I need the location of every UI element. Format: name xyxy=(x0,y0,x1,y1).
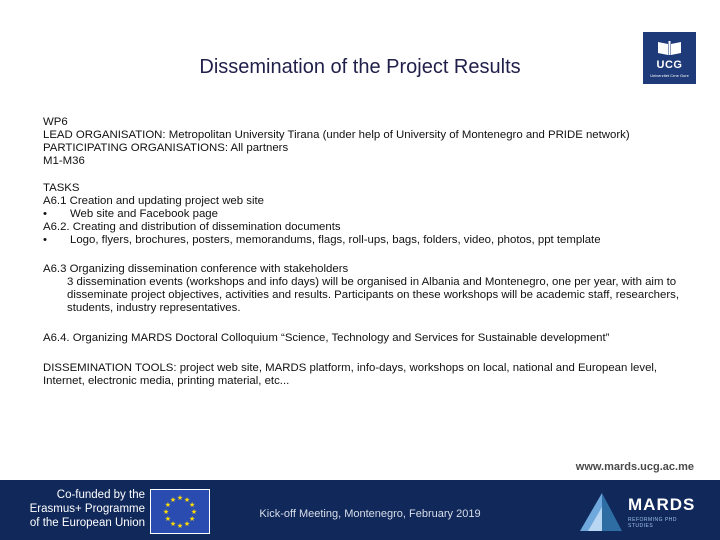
eu-star: ★ xyxy=(164,502,172,509)
ucg-logo xyxy=(643,32,696,84)
ucg-subtitle: Univerzitet Crne Gore xyxy=(650,73,689,78)
mards-triangle-icon xyxy=(578,489,624,533)
task-a62-bullet-text: Logo, flyers, brochures, posters, memorandums, flags, roll-ups, bags, folders, video, photos, ppt template xyxy=(70,234,601,246)
eu-line-1: Co-funded by the xyxy=(56,489,145,501)
tasks-heading: TASKS xyxy=(43,182,80,194)
lead-organisation: LEAD ORGANISATION: Metropolitan University Tirana (under help of University of Montenegro and PRIDE network) xyxy=(43,129,630,141)
eu-star: ★ xyxy=(183,521,191,529)
eu-line-2: Erasmus+ Programme xyxy=(29,503,145,515)
eu-star: ★ xyxy=(169,496,177,504)
mards-tagline: REFORMING PHD STUDIES xyxy=(628,517,677,529)
task-a64: A6.4. Organizing MARDS Doctoral Colloquium “Science, Technology and Services for Sustainable development” xyxy=(43,332,610,344)
eu-star: ★ xyxy=(190,509,198,516)
slide-body xyxy=(43,116,683,388)
eu-line-3: of the European Union xyxy=(29,517,145,529)
website-url[interactable]: www.mards.ucg.ac.me xyxy=(575,461,694,473)
dissemination-tools: DISSEMINATION TOOLS: project web site, MARDS platform, info-days, workshops on local, national and European level, Internet, electronic media, printing material, etc... xyxy=(43,362,658,387)
eu-star: ★ xyxy=(188,502,196,509)
eu-flag-icon xyxy=(150,489,210,534)
task-a61-bullet xyxy=(43,208,683,221)
months-range: M1-M36 xyxy=(43,155,85,167)
ucg-abbr: UCG xyxy=(656,59,683,71)
eu-star: ★ xyxy=(176,523,184,530)
slide-title: Dissemination of the Project Results xyxy=(199,56,521,78)
bullet-icon: • xyxy=(43,234,47,246)
task-a63: A6.3 Organizing dissemination conference with stakeholders xyxy=(43,263,349,275)
task-a63-text: 3 dissemination events (workshops and info days) will be organised in Albania and Montenegro, one per year, with aim to disseminate project objectives, activities and results. Participants on these workshops will be academic staff, researchers, students, industry representatives. xyxy=(67,276,680,314)
task-a62-bullet xyxy=(43,234,683,247)
task-a61-bullet-text: Web site and Facebook page xyxy=(70,208,218,220)
mards-logo xyxy=(578,489,698,533)
footer-caption: Kick-off Meeting, Montenegro, February 2019 xyxy=(259,508,481,520)
participating-organisations: PARTICIPATING ORGANISATIONS: All partners xyxy=(43,142,289,154)
eu-star: ★ xyxy=(176,495,184,502)
task-a61: A6.1 Creation and updating project web site xyxy=(43,195,264,207)
wp-label: WP6 xyxy=(43,116,68,128)
eu-star: ★ xyxy=(183,496,191,504)
mards-name: MARDS xyxy=(628,495,696,514)
bullet-icon: • xyxy=(43,208,47,220)
eu-star: ★ xyxy=(164,516,172,523)
open-book-icon xyxy=(657,40,682,56)
task-a62: A6.2. Creating and distribution of dissemination documents xyxy=(43,221,341,233)
eu-cofunding-text xyxy=(23,488,145,530)
eu-star: ★ xyxy=(162,509,170,516)
eu-star: ★ xyxy=(169,521,177,529)
eu-star: ★ xyxy=(188,516,196,523)
